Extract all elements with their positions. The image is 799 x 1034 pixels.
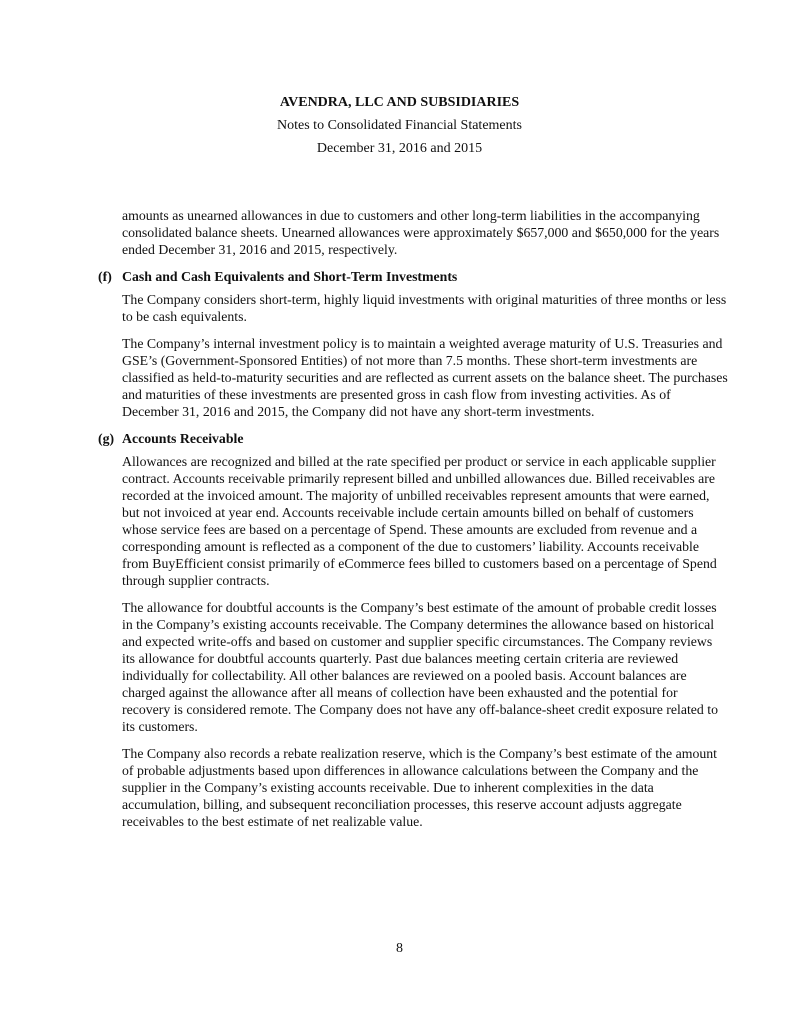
section-paragraph: The Company’s internal investment policy is to maintain a weighted average maturity of U.S. Treasuries and GSE’s (Government-Sponsored Entities) of not more than 7.5 months. These short-term investments are classified as held-to-maturity securities and are reflected as current assets on the balance sheet. The purchases and maturities of these investments are presented gross in cash flow from investing activities. As of December 31, 2016 and 2015, the Company did not have any short-term investments.	[122, 336, 728, 419]
section-paragraph: The Company also records a rebate realization reserve, which is the Company’s best estimate of the amount of probable adjustments based upon differences in allowance calculations between the Company and the supplier in the Company’s existing accounts receivable. Due to inherent complexities in the data accumulation, billing, and subsequent reconciliation processes, this reserve account adjusts aggregate receivables to the best estimate of net realizable value.	[122, 746, 717, 829]
section-heading	[98, 268, 728, 285]
section-letter: (f)	[98, 269, 112, 284]
section-g	[98, 430, 728, 830]
document-date: December 31, 2016 and 2015	[316, 141, 483, 156]
section-paragraph: The allowance for doubtful accounts is the Company’s best estimate of the amount of probable credit losses in the Company’s existing accounts receivable. The Company determines the allowance based on historical and expected write-offs and based on customer and supplier specific circumstances. The Company reviews its allowance for doubtful accounts quarterly. Past due balances meeting certain criteria are reviewed individually for collectability. All other balances are reviewed on a pooled basis. Account balances are charged against the allowance after all means of collection have been exhausted and the potential for recovery is considered remote. The Company does not have any off-balance-sheet credit exposure related to its customers.	[122, 600, 718, 734]
page-number: 8	[396, 941, 403, 956]
section-paragraph: Allowances are recognized and billed at the rate specified per product or service in each applicable supplier contract. Accounts receivable primarily represent billed and unbilled allowances due. Billed receivables are recorded at the invoiced amount. The majority of unbilled receivables represent amounts that were earned, but not invoiced at year end. Accounts receivable include certain amounts billed on behalf of customers whose service fees are based on a percentage of Spend. These amounts are excluded from revenue and a corresponding amount is reflected as a component of the due to customers’ liability. Accounts receivable from BuyEfficient consist primarily of eCommerce fees billed to customers based on a percentage of Spend through supplier contracts.	[122, 454, 717, 588]
section-paragraph: The Company considers short-term, highly liquid investments with original maturities of three months or less to be cash equivalents.	[122, 292, 727, 324]
section-title: Cash and Cash Equivalents and Short-Term Investments	[122, 269, 458, 284]
section-f	[98, 268, 728, 420]
section-title: Accounts Receivable	[122, 431, 244, 446]
section-letter: (g)	[98, 431, 115, 446]
company-name: AVENDRA, LLC AND SUBSIDIARIES	[279, 95, 520, 110]
page-body	[98, 207, 728, 830]
intro-paragraph: amounts as unearned allowances in due to customers and other long-term liabilities in the accompanying consolidated balance sheets. Unearned allowances were approximately $657,000 and $650,000 for the years ended December 31, 2016 and 2015, respectively.	[122, 208, 720, 257]
page-header	[0, 95, 799, 164]
section-heading	[98, 430, 728, 447]
document-subtitle: Notes to Consolidated Financial Statements	[277, 118, 522, 133]
